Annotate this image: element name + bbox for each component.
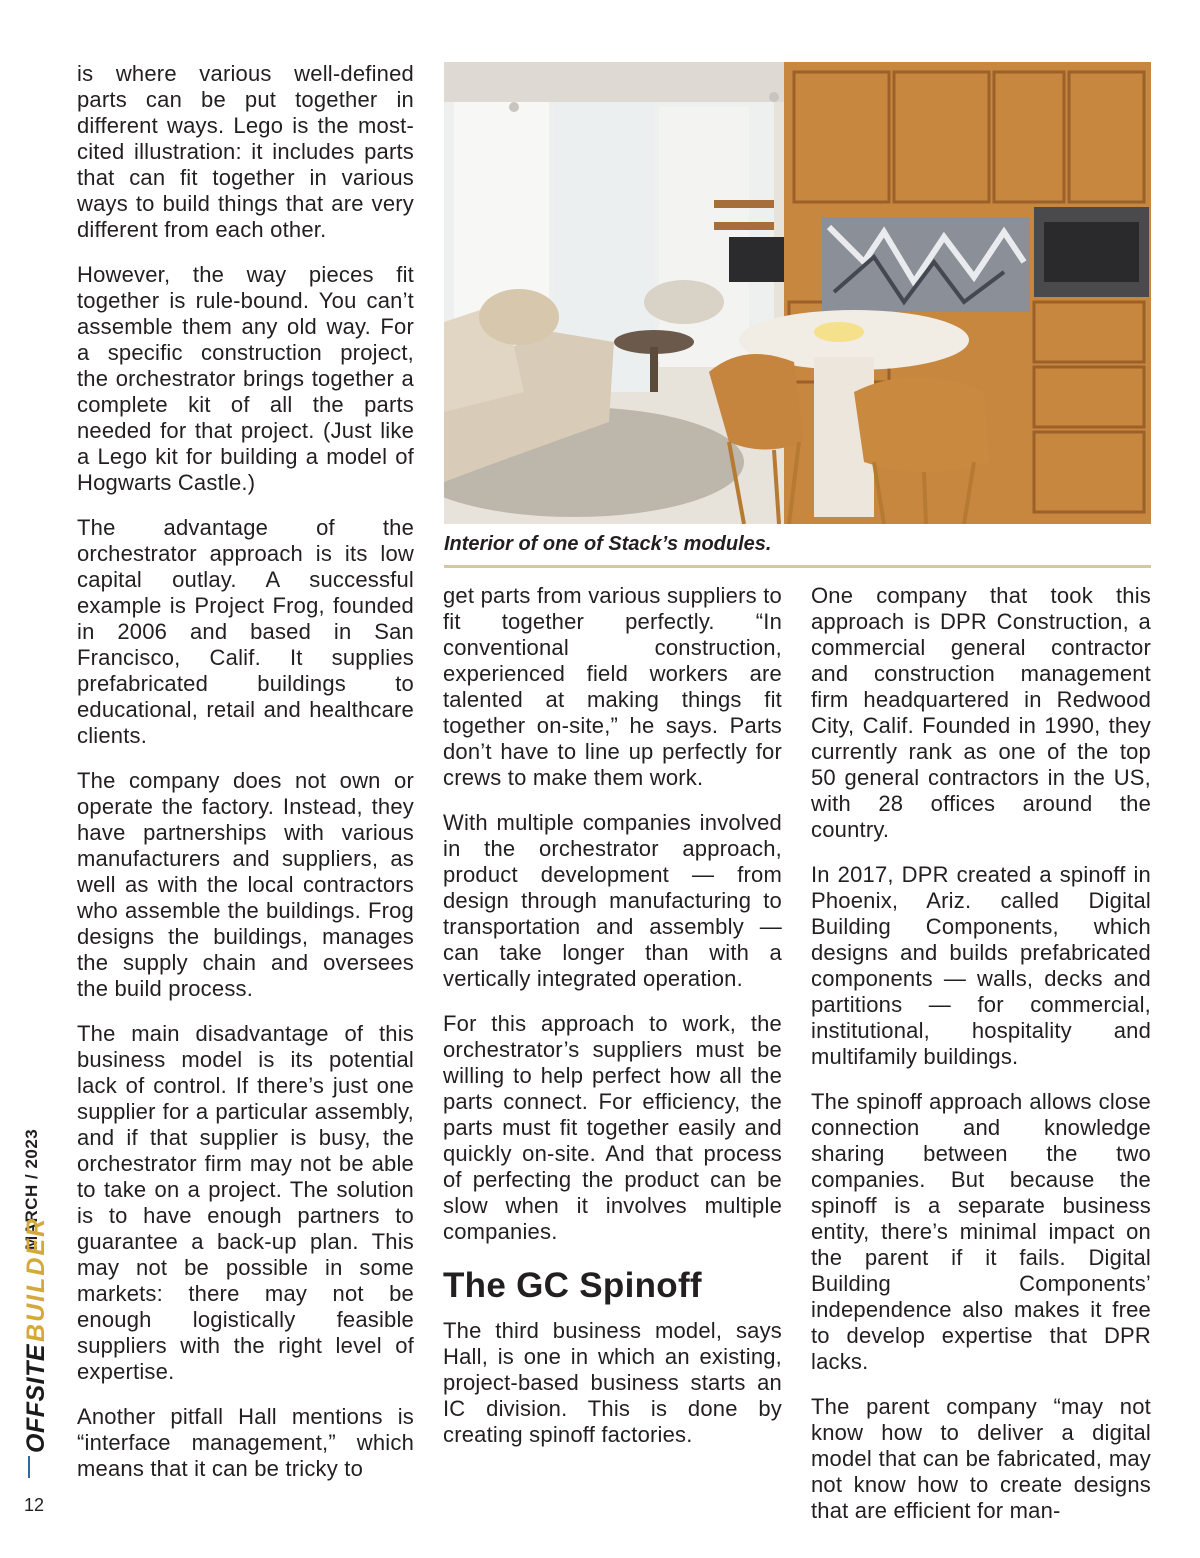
section-heading: The GC Spinoff bbox=[443, 1266, 702, 1305]
body-paragraph: For this approach to work, the orchestrator’s suppliers must be willing to help perfect how all the parts connect. For efficiency, the parts must fit together easily and quickly on-site. And that process of perfecting the product can be slow when it involves multiple companies. bbox=[443, 1011, 782, 1244]
interior-photo bbox=[444, 62, 1151, 524]
page-number: 12 bbox=[24, 1495, 45, 1515]
body-paragraph: One company that took this approach is DPR Construction, a commercial general contractor and construction management firm headquartered in Redwood City, Calif. Founded in 1990, they currently rank as one of the top 50 general contractors in the US, with 28 offices around the country. bbox=[811, 583, 1151, 842]
body-paragraph: The spinoff approach allows close connection and knowledge sharing between the two companies. But because the spinoff is a separate business entity, there’s minimal impact on the parent if it fails. Digital Building Components’ independence also makes it free to develop expertise that DPR lacks. bbox=[811, 1089, 1151, 1374]
body-paragraph: The company does not own or operate the factory. Instead, they have partnerships with various manufacturers and suppliers, as well as with the local contractors who assemble the buildings. Frog designs the buildings, manages the supply chain and oversees the build process. bbox=[77, 768, 414, 1001]
body-paragraph: However, the way pieces fit together is rule-bound. You can’t assemble them any old way. For a specific construction project, the orchestrator brings together a complete kit of all the parts needed for that project. (Just like a Lego kit for building a model of Hogwarts Castle.) bbox=[77, 262, 414, 495]
issue-date: MARCH / 2023 bbox=[22, 1128, 41, 1250]
magazine-brand bbox=[22, 1217, 51, 1453]
article-column-2 bbox=[443, 583, 782, 1467]
brand-offsite: OFFSITE bbox=[22, 1343, 50, 1453]
photo-caption: Interior of one of Stack’s modules. bbox=[444, 533, 772, 555]
body-paragraph: is where various well-defined parts can be put together in different ways. Lego is the most-cited illustration: it includes parts that can fit together in various ways to build things that are very different from each other. bbox=[77, 61, 414, 242]
interior-photo-illustration bbox=[444, 62, 1151, 524]
body-paragraph: With multiple companies involved in the orchestrator approach, product development — from design through manufacturing to transportation and assembly — can take longer than with a vertically integrated operation. bbox=[443, 810, 782, 991]
body-paragraph: The parent company “may not know how to deliver a digital model that can be fabricated, may not know how to create designs that are efficient for man- bbox=[811, 1394, 1151, 1523]
body-paragraph: Another pitfall Hall mentions is “interface management,” which means that it can be tricky to bbox=[77, 1404, 414, 1481]
article-column-1 bbox=[77, 61, 414, 1501]
body-paragraph: get parts from various suppliers to fit together perfectly. “In conventional construction, experienced field workers are talented at making things fit together on-site,” he says. Parts don’t have to line up perfectly for crews to make them work. bbox=[443, 583, 782, 790]
body-paragraph: The third business model, says Hall, is one in which an existing, project-based business starts an IC division. This is done by creating spinoff factories. bbox=[443, 1318, 782, 1447]
caption-divider bbox=[444, 565, 1151, 568]
body-paragraph: In 2017, DPR created a spinoff in Phoenix, Ariz. called Digital Building Components, which designs and builds prefabricated components — walls, decks and partitions — for commercial, institutional, hospitality and multifamily buildings. bbox=[811, 862, 1151, 1069]
brand-accent-bar bbox=[28, 1456, 30, 1478]
brand-builder: BUILDER bbox=[22, 1216, 50, 1342]
body-paragraph: The main disadvantage of this business model is its potential lack of control. If there’s just one supplier for a particular assembly, and if that supplier is busy, the orchestrator firm may not be able to take on a project. The solution is to have enough partners to guarantee a back-up plan. This may not be possible in some markets: there may not be enough logistically feasible suppliers with the right level of expertise. bbox=[77, 1021, 414, 1384]
body-paragraph: The advantage of the orchestrator approach is its low capital outlay. A successful example is Project Frog, founded in 2006 and based in San Francisco, Calif. It supplies prefabricated buildings to educational, retail and healthcare clients. bbox=[77, 515, 414, 748]
article-column-3 bbox=[811, 583, 1151, 1543]
